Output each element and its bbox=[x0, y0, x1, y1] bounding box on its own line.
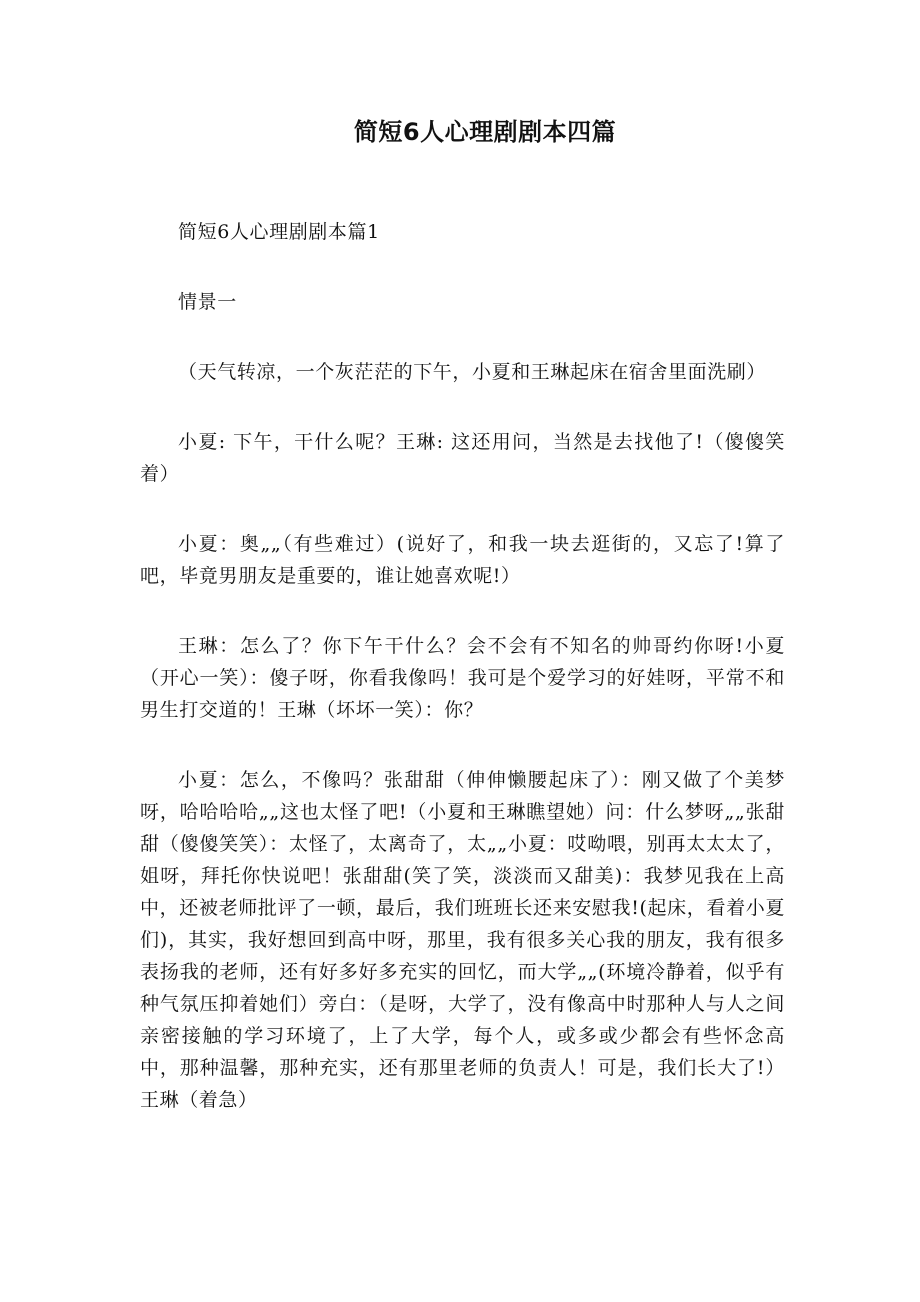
dialogue-paragraph: 王琳：怎么了？你下午干什么？会不会有不知名的帅哥约你呀!小夏（开心一笑）：傻子呀，你看我像吗！我可是个爱学习的好娃呀，平常不和男生打交道的！王琳（坏坏一笑）：你？ bbox=[140, 635, 785, 721]
stage-direction: （天气转凉，一个灰茫茫的下午，小夏和王琳起床在宿舍里面洗刷） bbox=[178, 361, 767, 383]
dialogue-paragraph: 小夏: 下午，干什么呢？王琳: 这还用问，当然是去找他了!（傻傻笑着） bbox=[140, 431, 785, 485]
dialogue-paragraph: 小夏：怎么，不像吗？张甜甜（伸伸懒腰起床了）：刚又做了个美梦呀，哈哈哈哈„„这也太怪了吧!（小夏和王琳瞧望她）问：什么梦呀„„张甜甜（傻傻笑笑）：太怪了，太离奇了，太„„小夏：哎呦喂，别再太太太了，姐呀，拜托你快说吧！张甜甜(笑了笑，淡淡而又甜美)：我梦见我在上高中，还被老师批评了一顿，最后，我们班班长还来安慰我!(起床，看着小夏们)，其实，我好想回到高中呀，那里，我有很多关心我的朋友，我有很多表扬我的老师，还有好多好多充实的回忆，而大学„„(环境冷静着，似乎有种气氛压抑着她们）旁白：（是呀，大学了，没有像高中时那种人与人之间亲密接触的学习环境了，上了大学，每个人，或多或少都会有些怀念高中，那种温馨，那种充实，还有那里老师的负责人！可是，我们长大了!）王琳（着急） bbox=[140, 769, 785, 1111]
scene-heading: 情景一 bbox=[178, 291, 237, 313]
document-body bbox=[140, 216, 785, 1154]
document-title: 简短6人心理剧剧本四篇 bbox=[353, 118, 617, 146]
dialogue-paragraph: 小夏：奥„„（有些难过）(说好了，和我一块去逛街的，又忘了!算了吧，毕竟男朋友是重要的，谁让她喜欢呢!） bbox=[140, 533, 785, 587]
section-heading: 简短6人心理剧剧本篇1 bbox=[178, 221, 380, 243]
